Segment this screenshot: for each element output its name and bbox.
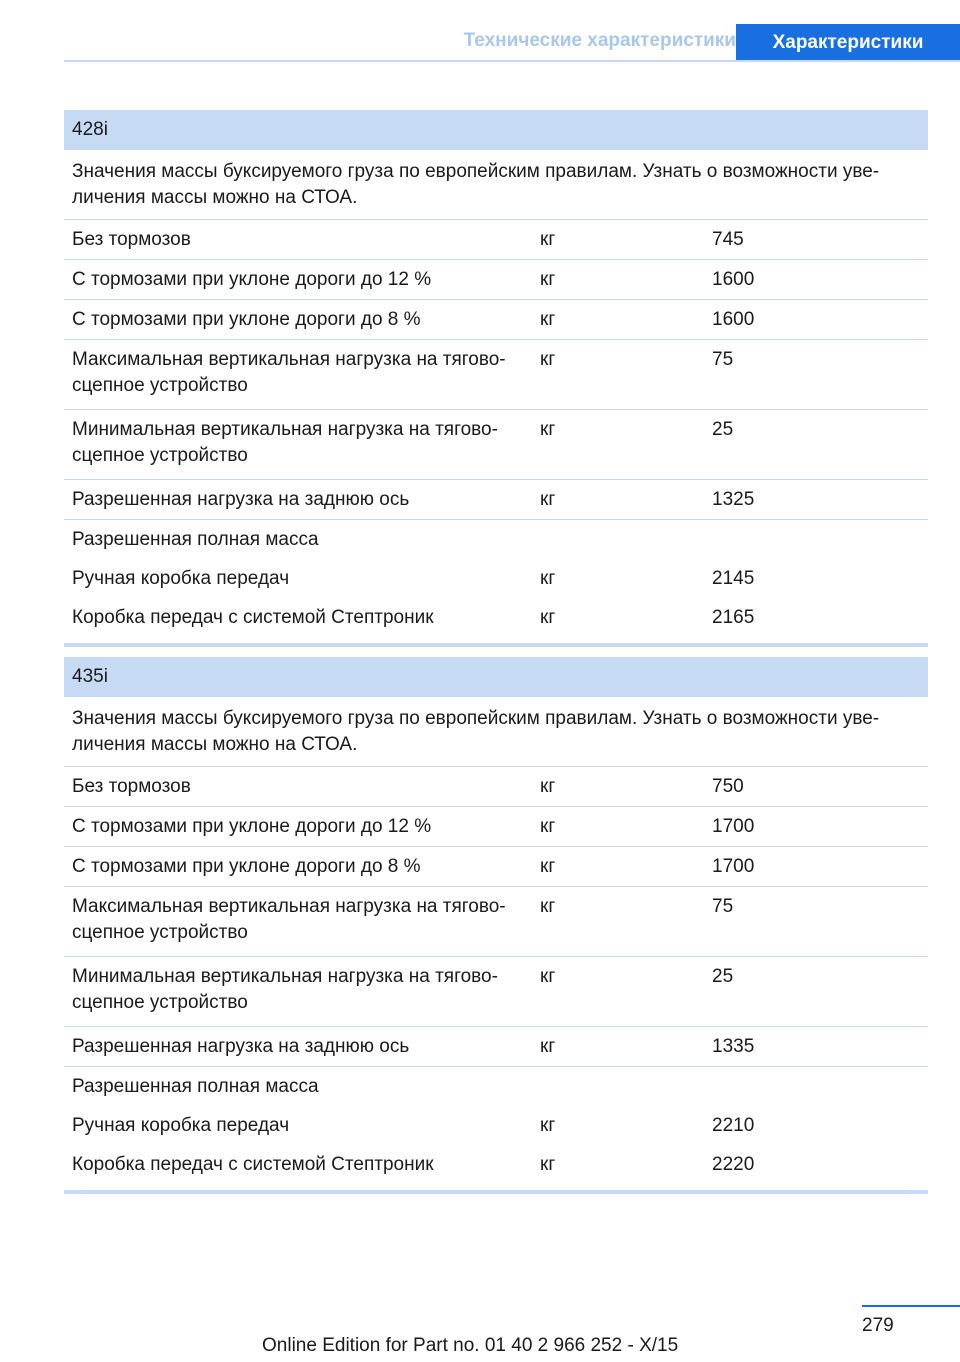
row-unit: кг [540,1154,556,1175]
table-end-rule [64,643,928,647]
row-value: 1325 [712,489,755,510]
table-row [64,520,928,559]
table-row [64,1145,928,1184]
table-row [64,767,928,807]
row-unit: кг [540,229,556,250]
row-unit: кг [540,568,556,589]
row-unit: кг [540,349,556,370]
table-row [64,300,928,340]
row-unit [540,1074,712,1100]
row-value: 25 [712,419,734,440]
row-label: Ручная коробка передач [72,568,290,589]
row-label: Коробка передач с системой Стептроник [72,607,434,628]
row-label: Разрешенная нагрузка на заднюю ось [72,489,410,510]
row-label: Минимальная вертикальная нагрузка на тягово- сцепное устройство [72,966,498,1013]
row-unit: кг [540,309,556,330]
table-row [64,260,928,300]
row-unit: кг [540,269,556,290]
row-value: 75 [712,896,734,917]
spec-table-428i [64,110,928,647]
row-label: Максимальная вертикальная нагрузка на тягово- сцепное устройство [72,896,506,943]
row-value: 1335 [712,1036,755,1057]
row-value: 1700 [712,856,755,877]
page-number: 279 [862,1315,894,1336]
table-model-header: 428i [64,110,928,150]
row-label: Коробка передач с системой Стептроник [72,1154,434,1175]
table-note: Значения массы буксируемого груза по европейским правилам. Узнать о возможности уве- личения массы можно на СТОА. [64,150,928,220]
header-chapter-tab[interactable]: Характеристики [736,24,960,62]
row-unit: кг [540,607,556,628]
row-label: Без тормозов [72,776,191,797]
row-label: С тормозами при уклоне дороги до 12 % [72,269,432,290]
table-row [64,480,928,520]
row-unit: кг [540,776,556,797]
table-row [64,598,928,637]
table-model-header: 435i [64,657,928,697]
row-label: Максимальная вертикальная нагрузка на тягово- сцепное устройство [72,349,506,396]
table-end-rule [64,1190,928,1194]
row-label: Без тормозов [72,229,191,250]
footer-rule [862,1305,960,1307]
row-value: 750 [712,776,744,797]
table-row [64,340,928,410]
row-value: 745 [712,229,744,250]
row-unit: кг [540,896,556,917]
table-row [64,847,928,887]
row-value [712,527,928,553]
table-row [64,1067,928,1106]
edition-footer: Online Edition for Part no. 01 40 2 966 252 - X/15 [262,1335,679,1356]
row-value: 75 [712,349,734,370]
row-label: С тормозами при уклоне дороги до 8 % [72,309,421,330]
row-value: 1600 [712,269,755,290]
row-unit: кг [540,1115,556,1136]
table-row [64,957,928,1027]
row-value [712,1074,928,1100]
row-value: 1700 [712,816,755,837]
row-unit: кг [540,966,556,987]
row-label: Разрешенная нагрузка на заднюю ось [72,1036,410,1057]
row-unit: кг [540,419,556,440]
table-row [64,410,928,480]
table-row [64,1027,928,1067]
spec-table-435i [64,657,928,1194]
row-label: С тормозами при уклоне дороги до 12 % [72,816,432,837]
row-unit [540,527,712,553]
row-label: Минимальная вертикальная нагрузка на тягово- сцепное устройство [72,419,498,466]
page-header [64,24,960,62]
row-unit: кг [540,1036,556,1057]
row-unit: кг [540,489,556,510]
table-note: Значения массы буксируемого груза по европейским правилам. Узнать о возможности уве- личения массы можно на СТОА. [64,697,928,767]
row-label: Разрешенная полная масса [72,1076,319,1097]
table-row [64,887,928,957]
header-rule [64,60,960,62]
row-value: 25 [712,966,734,987]
row-value: 1600 [712,309,755,330]
row-value: 2165 [712,607,755,628]
row-unit: кг [540,816,556,837]
table-row [64,807,928,847]
row-label: С тормозами при уклоне дороги до 8 % [72,856,421,877]
header-section-title: Технические характеристики [463,30,736,51]
row-label: Ручная коробка передач [72,1115,290,1136]
table-row [64,1106,928,1145]
table-row [64,559,928,598]
row-unit: кг [540,856,556,877]
row-value: 2145 [712,568,755,589]
table-row [64,220,928,260]
row-value: 2220 [712,1154,755,1175]
row-label: Разрешенная полная масса [72,529,319,550]
row-value: 2210 [712,1115,755,1136]
